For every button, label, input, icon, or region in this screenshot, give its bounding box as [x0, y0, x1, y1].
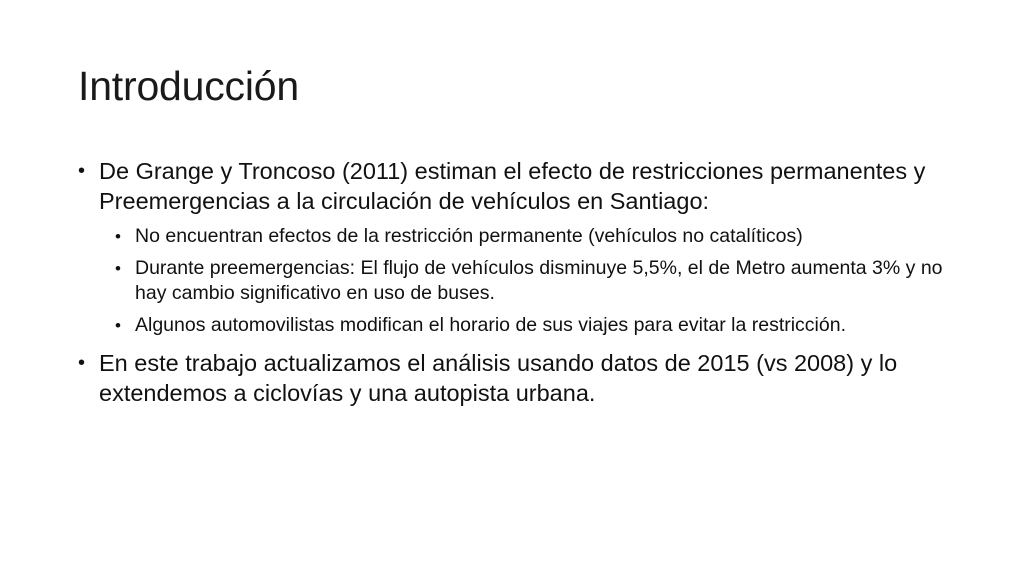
- sub-bullet-dot-icon: •: [115, 316, 121, 335]
- bullet-list: [78, 156, 958, 408]
- bullet-text: De Grange y Troncoso (2011) estiman el efecto de restricciones permanentes y Preemergencias a la circulación de vehículos en Santiago:: [99, 158, 926, 214]
- bullet-text: En este trabajo actualizamos el análisis usando datos de 2015 (vs 2008) y lo extendemos a ciclovías y una autopista urbana.: [99, 350, 898, 406]
- sub-bullet-list: [99, 224, 958, 338]
- sub-bullet-item-3: [115, 313, 958, 338]
- slide-title: Introducción: [78, 63, 299, 109]
- sub-bullet-text: Algunos automovilistas modifican el horario de sus viajes para evitar la restricción.: [135, 314, 846, 336]
- slide-body: [78, 156, 958, 418]
- sub-bullet-text: Durante preemergencias: El flujo de vehículos disminuye 5,5%, el de Metro aumenta 3% y no hay cambio significativo en uso de buses.: [135, 257, 943, 304]
- bullet-dot-icon: •: [78, 352, 86, 374]
- bullet-dot-icon: •: [78, 160, 86, 182]
- sub-bullet-item-2: [115, 256, 958, 306]
- bullet-item-2: [78, 348, 958, 408]
- sub-bullet-dot-icon: •: [115, 259, 121, 278]
- sub-bullet-text: No encuentran efectos de la restricción permanente (vehículos no catalíticos): [135, 225, 803, 247]
- bullet-item-1: [78, 156, 958, 338]
- sub-bullet-dot-icon: •: [115, 227, 121, 246]
- sub-bullet-item-1: [115, 224, 958, 249]
